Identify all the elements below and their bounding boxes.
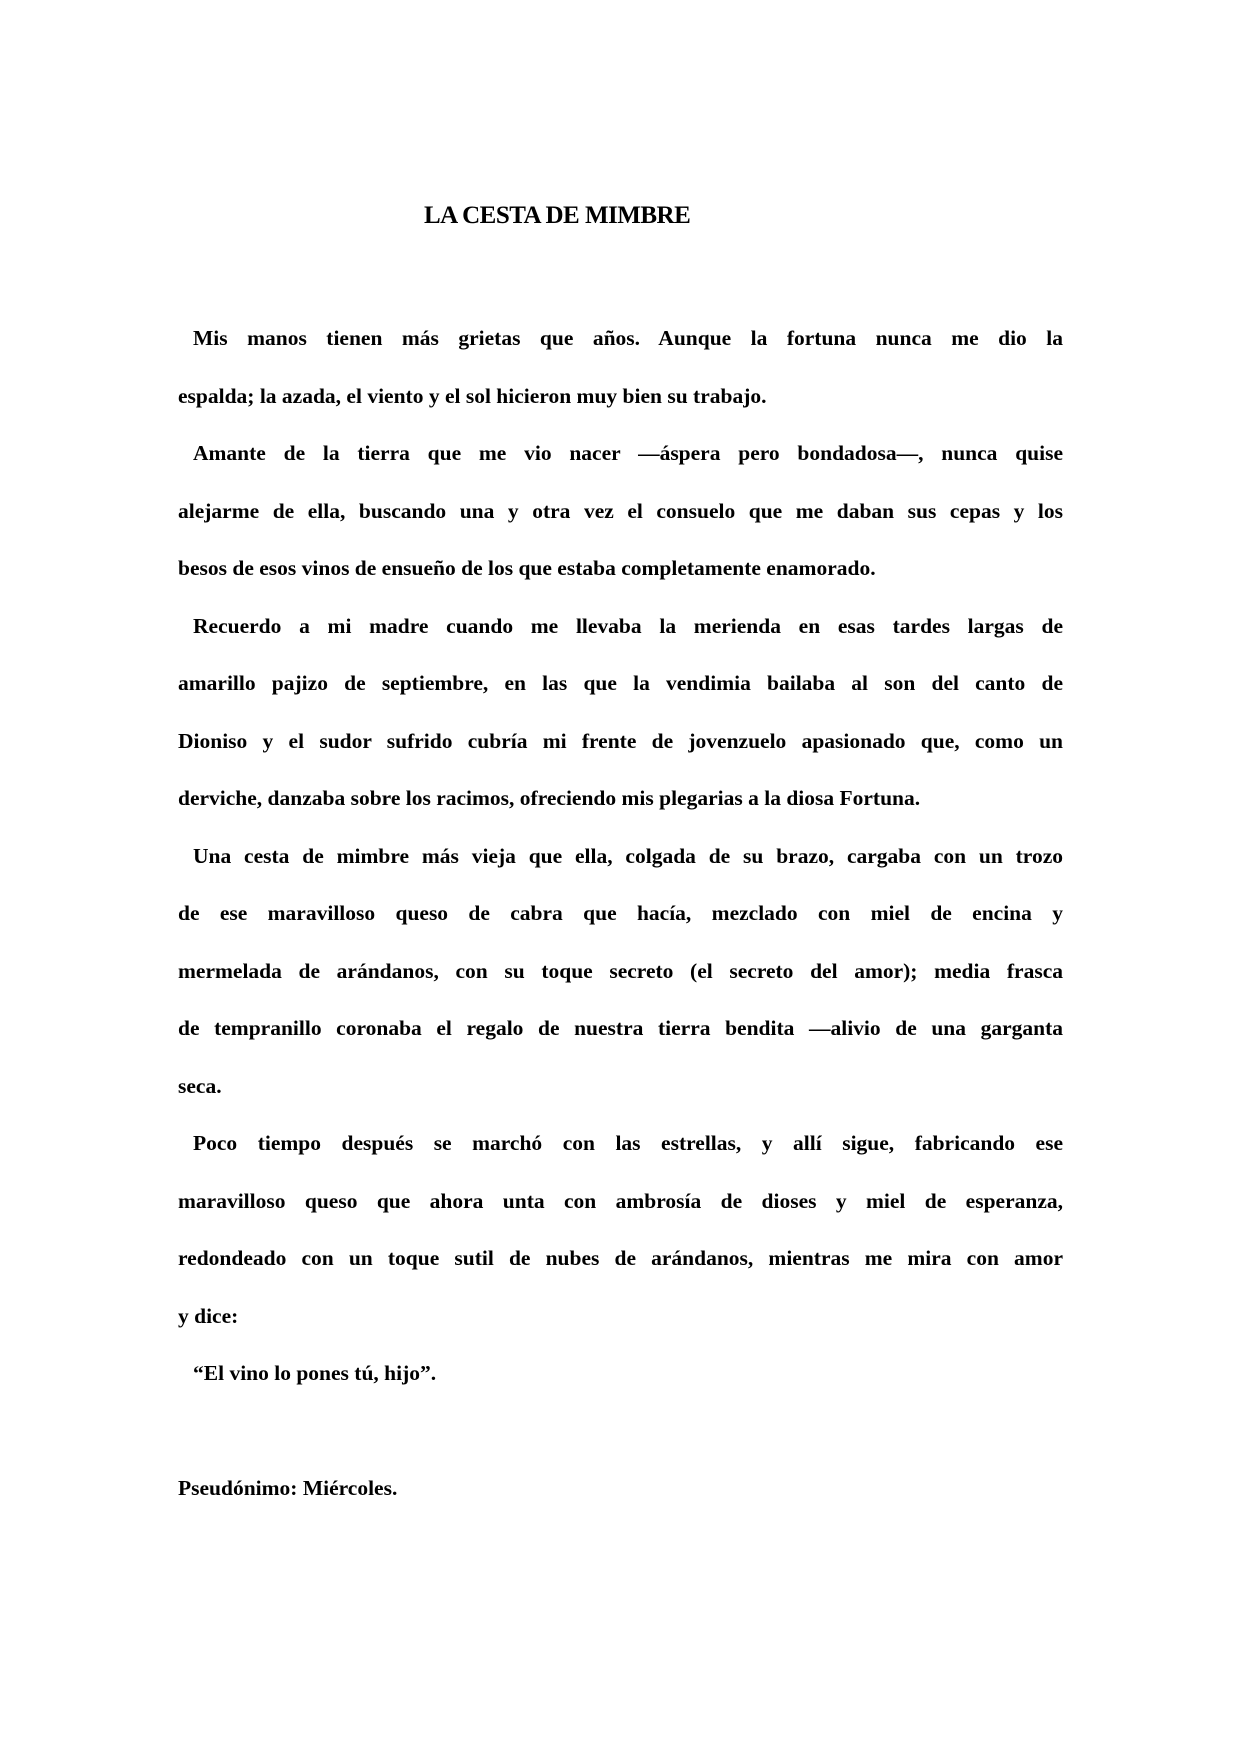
text-line: redondeado con un toque sutil de nubes de arándanos, mientras me mira con amor bbox=[178, 1246, 1063, 1270]
quote-paragraph bbox=[178, 1345, 1063, 1403]
body-paragraph bbox=[178, 828, 1063, 1116]
text-line: mermelada de arándanos, con su toque secreto (el secreto del amor); media frasca bbox=[178, 958, 1063, 983]
text-line: Recuerdo a mi madre cuando me llevaba la merienda en esas tardes largas de bbox=[193, 613, 1063, 638]
text-line: Amante de la tierra que me vio nacer —áspera pero bondadosa—, nunca quise bbox=[193, 441, 1063, 465]
signature-paragraph bbox=[178, 1460, 1063, 1518]
text-line: de tempranillo coronaba el regalo de nuestra tierra bendita —alivio de una garganta bbox=[178, 1016, 1063, 1040]
text-line: Poco tiempo después se marchó con las estrellas, y allí sigue, fabricando ese bbox=[193, 1131, 1063, 1155]
text-line: Dioniso y el sudor sufrido cubría mi frente de jovenzuelo apasionado que, como un bbox=[178, 728, 1063, 753]
body-paragraph bbox=[178, 1115, 1063, 1345]
text-line: y dice: bbox=[178, 1303, 239, 1328]
text-line: alejarme de ella, buscando una y otra vez el consuelo que me daban sus cepas y los bbox=[178, 498, 1063, 523]
text-line: maravilloso queso que ahora unta con ambrosía de dioses y miel de esperanza, bbox=[178, 1188, 1063, 1213]
body-paragraph bbox=[178, 598, 1063, 828]
body-paragraph bbox=[178, 310, 1063, 425]
text-line: espalda; la azada, el viento y el sol hicieron muy bien su trabajo. bbox=[178, 383, 767, 408]
text-line: besos de esos vinos de ensueño de los que estaba completamente enamorado. bbox=[178, 556, 876, 580]
text-line: Pseudónimo: Miércoles. bbox=[178, 1476, 398, 1500]
document-title: LA CESTA DE MIMBRE bbox=[424, 202, 691, 229]
text-line: de ese maravilloso queso de cabra que hacía, mezclado con miel de encina y bbox=[178, 901, 1063, 925]
text-line: Mis manos tienen más grietas que años. Aunque la fortuna nunca me dio la bbox=[193, 326, 1063, 350]
document-body bbox=[178, 310, 1063, 1518]
text-line: “El vino lo pones tú, hijo”. bbox=[193, 1361, 437, 1385]
text-line: seca. bbox=[178, 1073, 222, 1098]
text-line: derviche, danzaba sobre los racimos, ofreciendo mis plegarias a la diosa Fortuna. bbox=[178, 786, 921, 810]
blank-line bbox=[178, 1403, 1063, 1461]
body-paragraph bbox=[178, 425, 1063, 598]
text-line: amarillo pajizo de septiembre, en las que la vendimia bailaba al son del canto de bbox=[178, 671, 1063, 695]
text-line: Una cesta de mimbre más vieja que ella, colgada de su brazo, cargaba con un trozo bbox=[193, 843, 1063, 868]
